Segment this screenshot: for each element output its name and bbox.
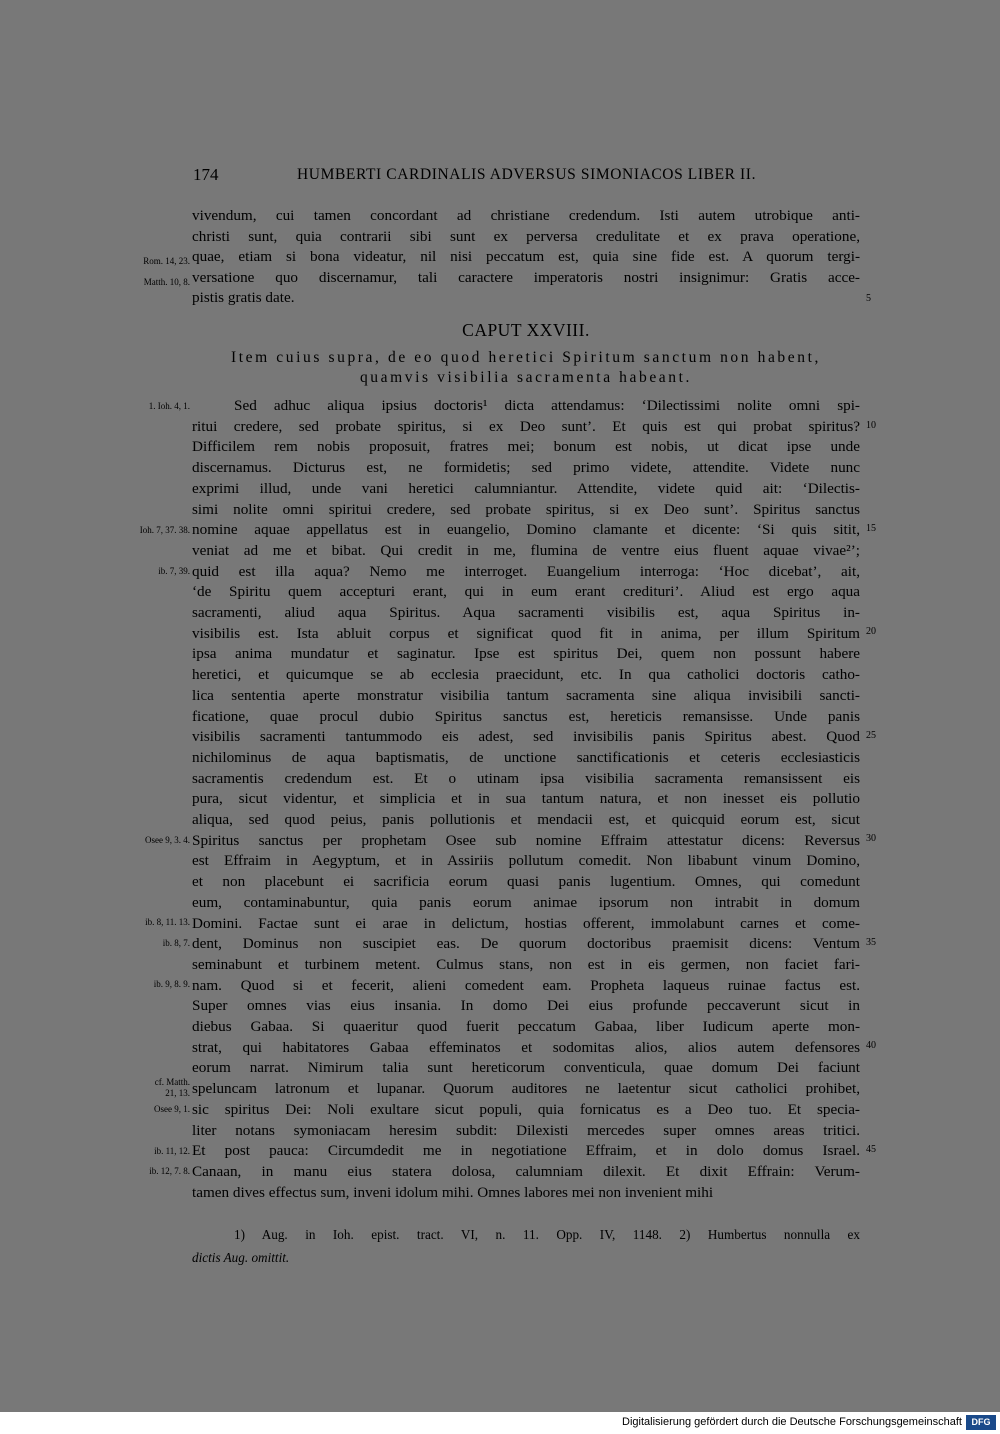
text-line: Super omnes vias eius insania. In domo Dei eius profunde peccaverunt sicut in — [192, 997, 860, 1015]
margin-ref: Matth. 10, 8. — [143, 277, 190, 287]
line-number: 30 — [866, 833, 876, 844]
margin-ref: ib. 7, 39. — [158, 566, 190, 576]
text-line: Sed adhuc aliqua ipsius doctoris¹ dicta attendamus: ‘Dilectissimi nolite omni spi- — [234, 397, 860, 414]
text-line: visibilis est. Ista abluit corpus et significat quod fit in anima, per illum Spiritum — [192, 624, 860, 642]
line-number: 10 — [866, 420, 876, 431]
chapter-subtitle-2: quamvis visibilia sacramenta habeant. — [359, 369, 693, 386]
text-line: sic spiritus Dei: Noli exultare sicut populi, quia fornicatus es a Deo tuo. Et specia- — [192, 1100, 860, 1118]
text-line: Spiritus sanctus per prophetam Osee sub nomine Effraim attestatur dicens: Reversus — [192, 831, 860, 849]
line-number: 5 — [866, 293, 871, 304]
footnote-line-1: 1) Aug. in Ioh. epist. tract. VI, n. 11. Opp. IV, 1148. 2) Humbertus nonnulla ex — [234, 1227, 860, 1242]
chapter-title: CAPUT XXVIII. — [462, 320, 590, 340]
margin-ref: Rom. 14, 23. — [143, 256, 190, 266]
text-line: est Effraim in Aegyptum, et in Assiriis pollutum comedit. Non libabunt vinum Domino, — [192, 852, 860, 870]
text-line: quae, etiam si bona videatur, nil nisi peccatum est, quia sine fide est. A quorum tergi- — [192, 248, 860, 266]
text-line: seminabunt et turbinem metent. Culmus stans, non est in eis germen, non faciet fari- — [192, 955, 860, 973]
text-line: visibilis sacramenti tantummodo eis adest, sed invisibilis panis Spiritus abest. Quod — [192, 728, 860, 746]
text-line: pistis gratis date. — [192, 289, 295, 307]
margin-ref: Osee 9, 1. — [154, 1104, 190, 1114]
text-line: nam. Quod si et fecerit, alieni comedent eam. Propheta laqueus ruinae factus est. — [192, 976, 860, 994]
text-line: strat, qui habitatores Gabaa effeminatos et sodomitas alios, alios autem defensores — [192, 1038, 860, 1056]
line-number: 20 — [866, 626, 876, 637]
line-number: 40 — [866, 1040, 876, 1051]
margin-ref: 1. Ioh. 4, 1. — [148, 401, 190, 411]
text-line: liter notans symoniacam heresim subdit: Dilexisti mercedes super omnes areas tritici. — [192, 1121, 860, 1139]
text-line: exprimi illud, unde vani heretici calumniantur. Attendite, videte quid ait: ‘Dilectis- — [192, 479, 860, 497]
text-line: discernamus. Dicturus est, ne formidetis; sed primo videte, attendite. Videte nunc — [192, 459, 860, 477]
margin-ref: ib. 9, 8. 9. — [153, 979, 190, 989]
footer-credit: Digitalisierung gefördert durch die Deutsche Forschungsgemeinschaft — [622, 1416, 962, 1428]
running-title: HUMBERTI CARDINALIS ADVERSUS SIMONIACOS LIBER II. — [297, 166, 757, 183]
text-line: speluncam latronum et lupanar. Quorum auditores ne laetentur sicut catholici prohibet, — [192, 1080, 860, 1098]
margin-ref: Osee 9, 3. 4. — [145, 835, 190, 845]
text-line: ipsa anima mundatur et saginatur. Ipse est spiritus Dei, quem non possunt habere — [192, 645, 860, 663]
text-line: sacramenti, aliud aqua Spiritus. Aqua sacramenti visibilis est, aqua Spiritus in- — [192, 604, 860, 621]
text-line: ritui credere, sed probate spiritus, si ex Deo sunt’. Et quis est qui probat spiritus? — [192, 417, 860, 435]
page-number: 174 — [193, 165, 219, 184]
margin-ref: 21, 13. — [165, 1088, 190, 1098]
text-line: versatione quo discernamur, tali caractere imperatoris nostri insignimur: Gratis acce- — [192, 268, 860, 286]
text-line: tamen dives effectus sum, inveni idolum mihi. Omnes labores mei non invenient mihi — [192, 1183, 714, 1201]
text-line: ficatione, quae procul dubio Spiritus sanctus est, hereticis remansisse. Unde panis — [192, 707, 860, 725]
text-line: eum, contaminabuntur, quia panis eorum animae ipsorum non intrabit in domum — [192, 893, 860, 911]
text-line: veniat ad me et bibat. Qui credit in me, flumina de ventre eius fluent aquae vivae²’; — [192, 541, 860, 559]
text-line: heretici, et quicumque se ab ecclesia praecidunt, etc. In qua catholici doctoris catho- — [192, 666, 860, 684]
text-line: Domini. Factae sunt ei arae in delictum, hostias offerent, immolabunt carnes et come- — [192, 914, 860, 932]
line-number: 25 — [866, 730, 876, 741]
chapter-subtitle-1: Item cuius supra, de eo quod heretici Spiritum sanctum non habent, — [230, 349, 821, 366]
text-line: aliqua, sed quod peius, panis pollutionis et mendacii est, et quicquid eorum est, sicut — [192, 811, 860, 828]
footer-bar — [0, 1412, 1000, 1434]
text-line: pura, sicut videntur, et simplicia et in sua tantum natura, et non inesset eis pollutio — [192, 790, 860, 808]
margin-ref: ib. 8, 7. — [162, 938, 190, 948]
text-line: ‘de Spiritu quem accepturi erant, qui in eum erant credituri’. Aliud est ergo aqua — [192, 583, 860, 601]
text-line: christi sunt, quia contrarii sibi sunt ex perversa credulitate et ex prava operatione, — [192, 227, 860, 245]
text-line: Difficilem rem nobis proposuit, fratres mei; bonum est nobis, ut dicat ipse unde — [192, 438, 860, 456]
text-line: et non placebunt ei sacrificia eorum quasi panis lugentium. Omnes, qui comedunt — [192, 873, 860, 891]
text-line: quid est illa aqua? Nemo me interroget. Euangelium interroga: ‘Hoc dicebat’, ait, — [192, 562, 860, 580]
text-line: simi nolite omni spiritui credere, sed probate spiritus, si ex Deo sunt’. Spiritus sanctus — [192, 500, 860, 518]
margin-ref: ib. 11, 12. — [154, 1146, 190, 1156]
text-line: Et post pauca: Circumdedit me in negotiatione Effraim, et in dolo domus Israel. — [192, 1142, 860, 1160]
line-number: 35 — [866, 937, 876, 948]
margin-ref: cf. Matth. — [154, 1077, 190, 1087]
text-line: diebus Gabaa. Si quaeritur quod fuerit peccatum Gabaa, liber Iudicum aperte mon- — [192, 1018, 860, 1035]
line-number: 15 — [866, 523, 876, 534]
text-line: nomine aquae appellatus est in euangelio, Domino clamante et dicente: ‘Si quis sitit, — [192, 521, 860, 539]
text-line: sacramentis credendum est. Et o utinam ipsa visibilia sacramenta remansissent eis — [192, 769, 860, 787]
dfg-logo: DFG — [966, 1415, 996, 1430]
footnote-line-2: dictis Aug. omittit. — [192, 1250, 290, 1265]
text-line: lica sententia aperte monstratur visibilia tantum sacramenta sine aliqua invisibili sancti- — [192, 686, 860, 704]
text-line: vivendum, cui tamen concordant ad christiane credendum. Isti autem utrobique anti- — [192, 207, 860, 224]
line-number: 45 — [866, 1144, 876, 1155]
text-line: nichilominus de aqua baptismatis, de unctione sanctificationis et ceteris ecclesiasticis — [192, 748, 860, 766]
margin-ref: ib. 12, 7. 8. — [149, 1166, 190, 1176]
margin-ref: Ioh. 7, 37. 38. — [139, 525, 190, 535]
text-line: Canaan, in manu eius statera dolosa, calumniam dilexit. Et dixit Effrain: Verum- — [192, 1162, 860, 1180]
text-line: eorum narrat. Nimirum talia sunt hereticorum conventicula, quae domum Dei faciunt — [192, 1059, 860, 1077]
text-line: dent, Dominus non suscipiet eas. De quorum doctoribus praemisit dicens: Ventum — [192, 935, 860, 953]
margin-ref: ib. 8, 11. 13. — [145, 917, 190, 927]
running-header — [193, 165, 858, 189]
